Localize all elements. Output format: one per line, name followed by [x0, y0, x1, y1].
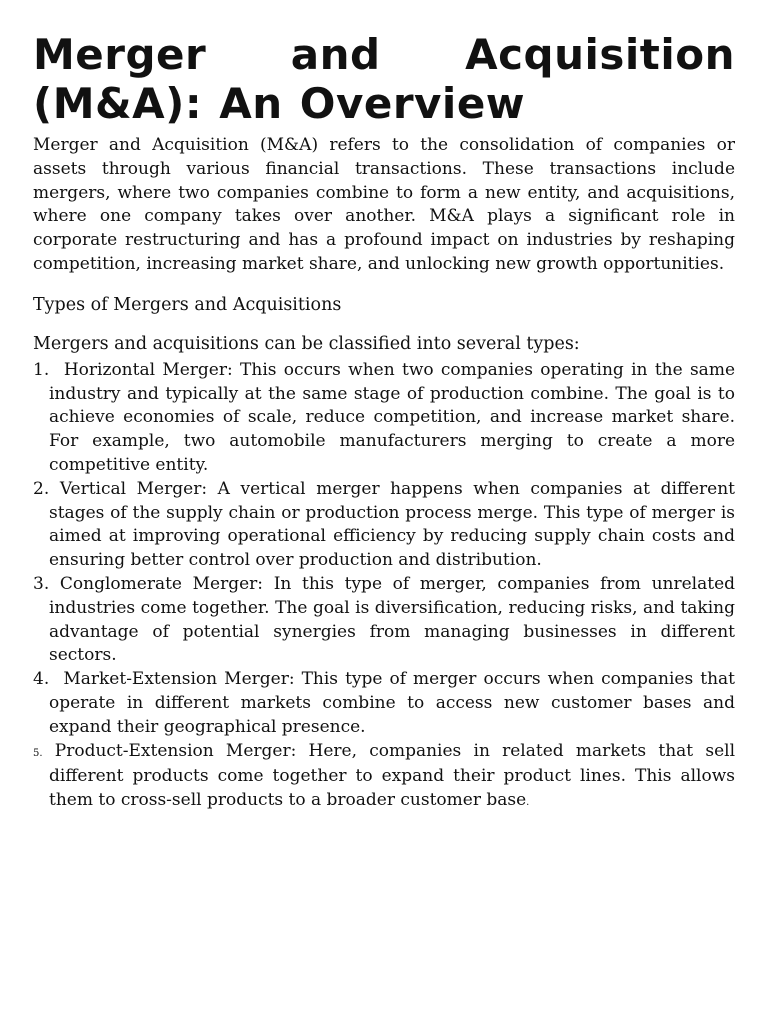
- list-item-number: 2.: [33, 478, 50, 499]
- merger-types-list: [33, 359, 735, 815]
- list-item-number: 1.: [33, 359, 50, 380]
- list-lead-in: Mergers and acquisitions can be classified into several types:: [33, 333, 580, 354]
- list-item-number: 4.: [33, 669, 50, 690]
- list-item-number: 3.: [33, 573, 50, 594]
- list-item-text: Horizontal Merger: This occurs when two companies operating in the same industry and typically at the same stage of production combine. The goal is to achieve economies of scale, reduce competition, and increase market share. For example, two automobile manufacturers merging to create a more competitive entity.: [49, 359, 736, 475]
- list-item-conglomerate-merger: [33, 573, 735, 668]
- list-item-market-extension-merger: [33, 668, 735, 739]
- list-item-vertical-merger: [33, 478, 735, 573]
- list-item-text: Product-Extension Merger: Here, companies in related markets that sell different products come together to expand their product lines. This allows them to cross-sell products to a broader customer base: [49, 740, 736, 811]
- list-item-text: Conglomerate Merger: In this type of merger, companies from unrelated industries come together. The goal is diversification, reducing risks, and taking advantage of potential synergies from managing businesses in different sectors.: [49, 573, 736, 666]
- intro-paragraph: Merger and Acquisition (M&A) refers to the consolidation of companies or assets through various financial transactions. These transactions include mergers, where two companies combine to form a new entity, and acquisitions, where one company takes over another. M&A plays a significant role in corporate restructuring and has a profound impact on industries by reshaping competition, increasing market share, and unlocking new growth opportunities.: [33, 135, 735, 274]
- list-item-tail: .: [526, 797, 530, 809]
- list-item-product-extension-merger: [33, 740, 735, 815]
- document-title: Merger and Acquisition (M&A): An Overview: [33, 30, 735, 128]
- list-item-number: 5.: [33, 747, 43, 759]
- list-item-text: Vertical Merger: A vertical merger happens when companies at different stages of the supply chain or production process merge. This type of merger is aimed at improving operational efficiency by reducing supply chain costs and ensuring better control over production and distribution.: [49, 478, 735, 571]
- section-heading: Types of Mergers and Acquisitions: [33, 294, 342, 315]
- list-item-text: Market-Extension Merger: This type of merger occurs when companies that operate in different markets combine to access new customer bases and expand their geographical presence.: [49, 669, 735, 737]
- list-item-horizontal-merger: [33, 359, 735, 478]
